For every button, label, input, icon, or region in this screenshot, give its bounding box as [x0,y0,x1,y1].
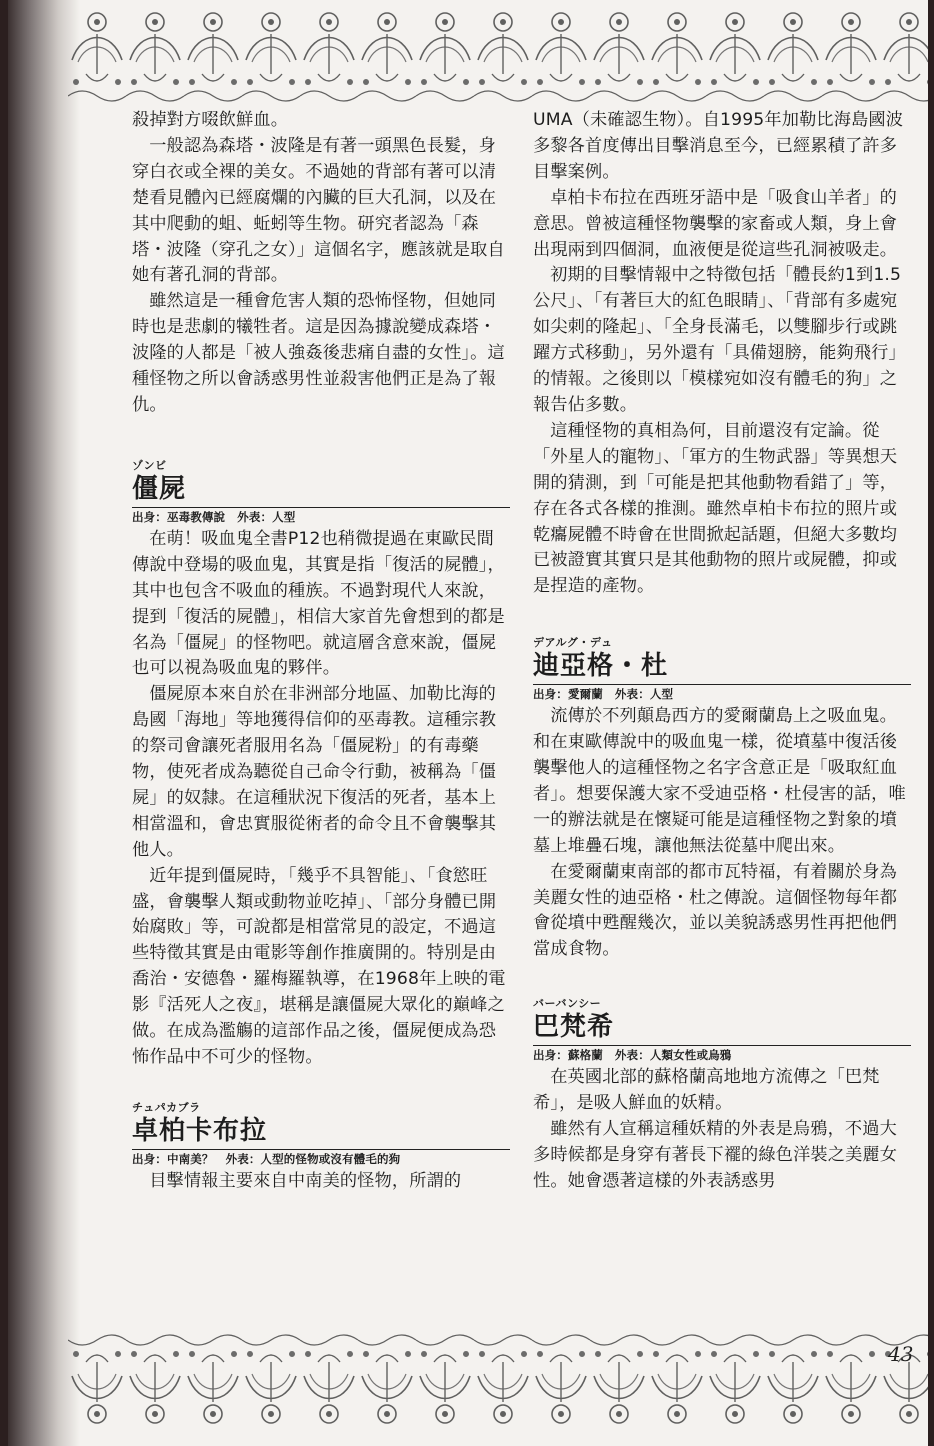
paragraph: 這種怪物的真相為何，目前還沒有定論。從「外星人的寵物」、「軍方的生物武器」等異想天開的猜測，到「可能是把其他動物看錯了」等，存在各式各樣的推測。雖然卓柏卡布拉的照片或乾癟屍體不時會在世間掀起話題，但絕大多數均已被證實其實只是其他動物的照片或屍體，抑或是捏造的產物。 [533,420,898,597]
paragraph: 近年提到僵屍時，「幾乎不具智能」、「食慾旺盛，會襲擊人類或動物並吃掉」、「部分身體已開始腐敗」等，可說都是相當常見的設定，不過這些特徵其實是由電影等創作推廣開的。特別是由喬治・安德魯・羅梅羅執導，在1968年上映的電影『活死人之夜』，堪稱是讓僵屍大眾化的巔峰之做。在成為濫觴的這部作品之後，僵屍便成為恐怖作品中不可少的怪物。 [132,865,506,1067]
entry-meta [533,684,911,703]
entry-origin: 出身：中南美？ [132,1151,214,1166]
page-number: 43 [888,1342,914,1366]
paragraph: 目擊情報主要來自中南美的怪物，所謂的 [149,1170,462,1191]
entry-title: 卓柏卡布拉 [132,1115,268,1146]
lace-border-bottom [68,1326,928,1436]
entry-origin: 出身：巫毒教傳說 [132,509,226,524]
entry-title: 僵屍 [132,473,187,504]
paragraph: 殺掉對方啜飲鮮血。 [132,110,289,130]
paragraph: 雖然有人宣稱這種妖精的外表是烏鴉，不過大多時候都是身穿有著長下襬的綠色洋裝之美麗女性。她會憑著這樣的外表誘惑男 [533,1119,898,1191]
lace-border-top [68,0,928,110]
entry-appearance: 外表：人類女性或烏鴉 [614,1048,732,1063]
page-gutter-shadow [8,0,80,1446]
entry-meta [132,1149,510,1168]
paragraph: 在萌！吸血鬼全書P12也稍微提過在東歐民間傳說中登場的吸血鬼，其實是指「復活的屍體」，其中也包含不吸血的種族。不過對現代人來說，提到「復活的屍體」，相信大家首先會想到的都是名為「僵屍」的怪物吧。就這層含意來說，僵屍也可以視為吸血鬼的夥伴。 [132,528,505,679]
entry-zombie [132,459,510,1071]
intro-right [533,108,911,600]
entry-appearance: 外表：人型的怪物或沒有體毛的狗 [225,1151,401,1166]
paragraph: 在英國北部的蘇格蘭高地地方流傳之「巴梵希」，是吸人鮮血的妖精。 [533,1067,880,1114]
entry-kana: デアルグ・デュ [533,636,613,650]
entry-kana: バーバンシー [533,997,602,1011]
paragraph: 一般認為森塔・波隆是有著一頭黑色長髮，身穿白衣或全裸的美女。不過她的背部有著可以清楚看見體內已經腐爛的內臟的巨大孔洞，以及在其中爬動的蛆、蚯蚓等生物。研究者認為「森塔・波隆（穿孔之女）」這個名字，應該就是取自她有著孔洞的背部。 [132,135,505,286]
entry-baobhan-sith [533,997,911,1195]
paragraph: 初期的目擊情報中之特徵包括「體長約1到1.5公尺」、「有著巨大的紅色眼睛」、「背部有多處宛如尖刺的隆起」、「全身長滿毛，以雙腳步行或跳躍方式移動」，另外還有「具備翅膀，能夠飛行」的情報。之後則以「模樣宛如沒有體毛的狗」之報告佔多數。 [533,265,906,415]
entry-title: 巴梵希 [533,1012,615,1043]
paragraph: UMA（未確認生物）。自1995年加勒比海島國波多黎各首度傳出目擊消息至今，已經累積了許多目擊案例。 [533,110,904,182]
paragraph: 流傳於不列顛島西方的愛爾蘭島上之吸血鬼。和在東歐傳說中的吸血鬼一樣，從墳墓中復活後襲擊他人的這種怪物之名字含意正是「吸取紅血者」。想要保護大家不受迪亞格・杜侵害的話，唯一的辦法就是在懷疑可能是這種怪物之對象的墳墓上堆疊石塊，讓他無法從墓中爬出來。 [533,706,906,856]
entry-origin: 出身：蘇格蘭 [533,1048,603,1063]
entry-kana: ゾンビ [132,458,167,472]
paragraph: 卓柏卡布拉在西班牙語中是「吸食山羊者」的意思。曾被這種怪物襲擊的家畜或人類，身上會出現兩到四個洞，血液便是從這些孔洞被吸走。 [533,187,898,260]
right-column [533,108,911,1195]
paragraph: 僵屍原本來自於在非洲部分地區、加勒比海的島國「海地」等地獲得信仰的巫毒教。這種宗教的祭司會讓死者服用名為「僵屍粉」的有毒藥物，使死者成為聽從自己命令行動，被稱為「僵屍」的奴隸。在這種狀況下復活的死者，基本上相當溫和，會忠實服從術者的命令且不會襲擊其他人。 [132,684,497,860]
entry-appearance: 外表：人型 [614,687,674,702]
intro-left [132,108,510,419]
left-column [132,108,510,1195]
paragraph: 在愛爾蘭東南部的都市瓦特福，有着關於身為美麗女性的迪亞格・杜之傳說。這個怪物每年都會從墳中甦醒幾次，並以美貌誘惑男性再把他們當成食物。 [533,861,898,960]
entry-appearance: 外表：人型 [237,509,296,524]
entry-meta [533,1045,911,1064]
entry-origin: 出身：愛爾蘭 [533,687,603,702]
entry-chupacabra [132,1101,510,1195]
paragraph: 雖然這是一種會危害人類的恐怖怪物，但她同時也是悲劇的犧牲者。這是因為據說變成森塔・波隆的人都是「被人強姦後悲痛自盡的女性」。這種怪物之所以會誘惑男性並殺害他們正是為了報仇。 [132,291,505,415]
entry-meta [132,507,510,526]
entry-dearg-due [533,636,911,963]
entry-kana: チュパカブラ [132,1100,201,1114]
entry-title: 迪亞格・杜 [533,651,669,682]
